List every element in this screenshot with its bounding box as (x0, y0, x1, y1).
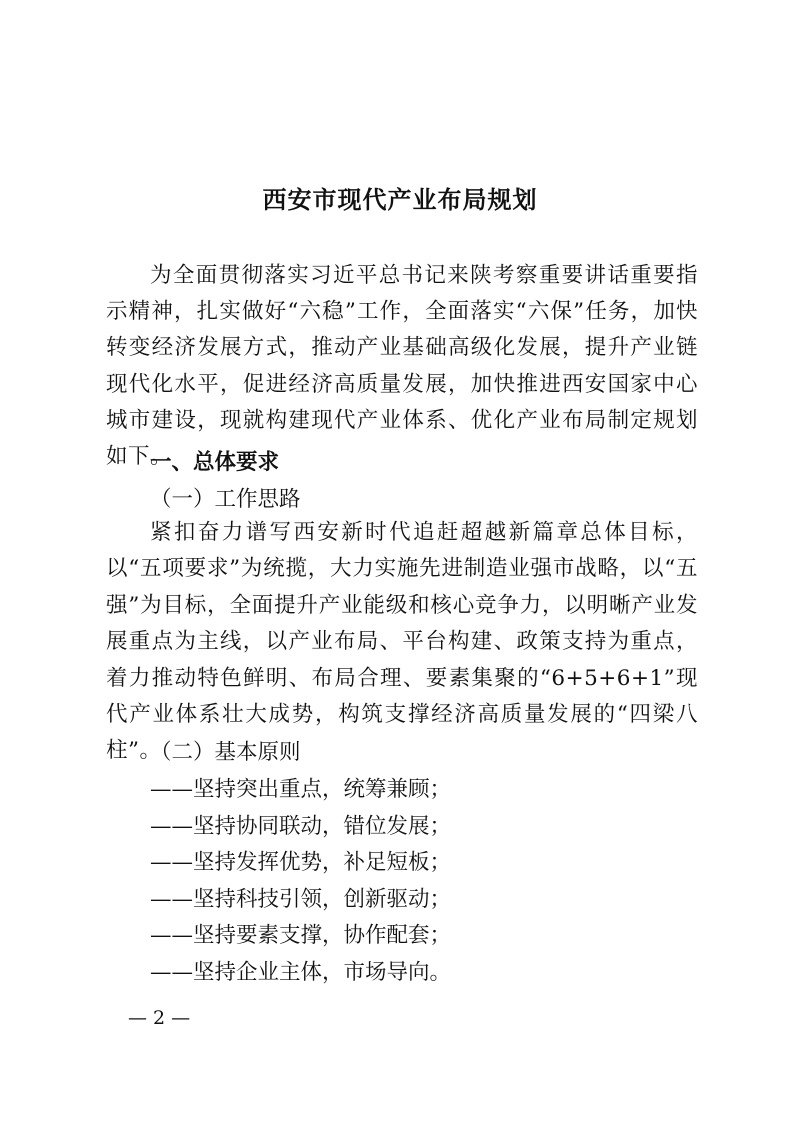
subsection-heading-work-approach: （一）工作思路 (150, 487, 301, 512)
principle-item: ——坚持科技引领，创新驱动； (150, 886, 452, 912)
principles-list (150, 772, 451, 992)
principle-item: ——坚持发挥优势，补足短板； (150, 850, 452, 876)
work-approach-paragraph: 紧扣奋力谱写西安新时代追赶超越新篇章总体目标，以“五项要求”为统揽，大力实施先进制造业强市战略，以“五强”为目标，全面提升产业能级和核心竞争力，以明晰产业发展重点为主线，以产业布局、平台构建、政策支持为重点，着力推动特色鲜明、布局合理、要素集聚的“6+5+6+1”现代产业体系壮大成势，构筑支撑经济高质量发展的“四梁八柱”。 (106, 520, 698, 764)
intro-paragraph: 为全面贯彻落实习近平总书记来陕考察重要讲话重要指示精神，扎实做好“六稳”工作，全面落实“六保”任务，加快转变经济发展方式，推动产业基础高级化发展，提升产业链现代化水平，促进经济高质量发展，加快推进西安国家中心城市建设，现就构建现代产业体系、优化产业布局制定规划如下。 (106, 263, 698, 470)
principle-item: ——坚持要素支撑，协作配套； (150, 923, 452, 949)
page-title: 西安市现代产业布局规划 (262, 185, 538, 214)
principle-item: ——坚持企业主体，市场导向。 (150, 959, 452, 985)
principle-item: ——坚持突出重点，统筹兼顾； (150, 777, 452, 802)
section-heading-general-requirements: 一、总体要求 (150, 450, 280, 475)
page-number: — 2 — (128, 1007, 191, 1029)
principle-item: ——坚持协同联动，错位发展； (150, 813, 452, 839)
subsection-heading-basic-principles: （二）基本原则 (150, 740, 301, 765)
